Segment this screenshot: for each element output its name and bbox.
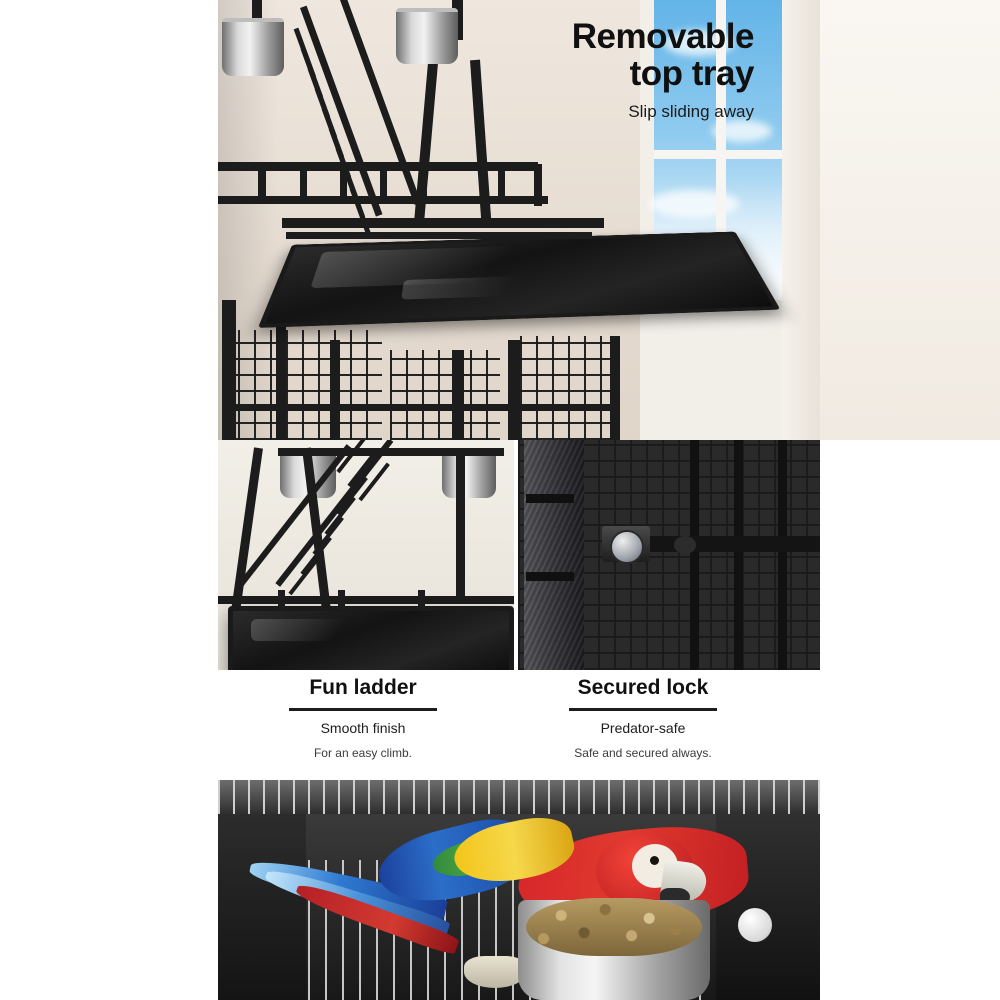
- tray-slide-rail: [282, 218, 604, 228]
- macaw-foot: [464, 956, 526, 988]
- cage-knob[interactable]: [738, 908, 772, 942]
- wall-right: [820, 0, 1000, 440]
- cage-post: [508, 340, 520, 440]
- feature-image-row: [0, 440, 1000, 670]
- macaw-eye: [650, 856, 659, 865]
- cage-rail: [222, 404, 618, 411]
- hero-subtitle: Slip sliding away: [628, 102, 754, 122]
- cage-bar: [300, 162, 307, 204]
- cage-post: [610, 336, 620, 440]
- tray-highlight: [251, 619, 411, 641]
- cage-bar: [690, 440, 699, 670]
- caption-subtitle: Smooth finish: [320, 720, 406, 736]
- feeding-bowl: [442, 450, 496, 498]
- cage-bar: [258, 162, 266, 204]
- tray-highlight: [401, 274, 599, 300]
- cage-mesh: [520, 336, 618, 440]
- caption-title: Secured lock: [577, 676, 709, 699]
- caption-description: For an easy climb.: [313, 746, 413, 760]
- caption-divider: [569, 708, 717, 711]
- cage-bar: [340, 162, 347, 204]
- cage-post: [330, 340, 340, 440]
- caption-description: Safe and secured always.: [574, 746, 712, 760]
- tray-slide-rail: [286, 232, 592, 239]
- window-mullion: [654, 150, 782, 159]
- cage-bar: [338, 590, 345, 610]
- cage-bar: [498, 164, 505, 204]
- cage-rail: [218, 596, 514, 604]
- cage-frame-post: [524, 440, 584, 670]
- cage-bar: [778, 440, 787, 670]
- cage-top-wires: [218, 780, 820, 814]
- hero-title-line1: Removable: [571, 17, 754, 56]
- macaw-in-cage-photo: [218, 780, 820, 1000]
- cage-side-panel: [218, 814, 306, 1000]
- lock-pin: [674, 536, 696, 554]
- hero-text-block: [572, 18, 754, 122]
- caption-title: Fun ladder: [309, 676, 417, 699]
- caption-secured-lock: [498, 670, 788, 760]
- tray-highlight: [310, 243, 646, 289]
- top-tray: [228, 606, 514, 670]
- page-margin-left: [0, 0, 218, 440]
- cage-rail: [218, 162, 538, 171]
- fun-ladder-photo: [218, 440, 514, 670]
- feeding-bowl: [222, 18, 284, 76]
- cage-rail: [526, 572, 574, 581]
- page-margin-left: [0, 780, 218, 1000]
- play-top-post: [230, 447, 263, 619]
- feeding-bowl: [396, 8, 458, 64]
- page-margin-right: [820, 780, 1000, 1000]
- page-margin-left: [0, 440, 218, 670]
- window-edge: [782, 0, 820, 440]
- cage-rail: [526, 494, 574, 503]
- secured-lock-photo: [518, 440, 820, 670]
- cage-mesh: [390, 350, 500, 440]
- caption-divider: [289, 708, 437, 711]
- cage-bar: [418, 590, 425, 610]
- cage-corner-post: [222, 300, 236, 440]
- cage-bar: [534, 164, 542, 206]
- hero-title-line2: top tray: [629, 54, 754, 94]
- caption-subtitle: Predator-safe: [600, 720, 686, 736]
- cage-post: [452, 350, 464, 440]
- cage-bar: [420, 164, 427, 204]
- cage-mesh: [222, 330, 382, 440]
- top-tray-photo: [0, 0, 1000, 440]
- caption-fun-ladder: [218, 670, 508, 760]
- lock-knob[interactable]: [610, 530, 644, 564]
- play-top-post: [456, 448, 465, 598]
- cage-bar: [278, 590, 285, 610]
- cage-bar: [380, 162, 387, 204]
- bird-food-seeds: [526, 898, 702, 956]
- page-margin-right: [820, 440, 1000, 670]
- caption-row: [0, 670, 1000, 780]
- cage-bar: [734, 440, 743, 670]
